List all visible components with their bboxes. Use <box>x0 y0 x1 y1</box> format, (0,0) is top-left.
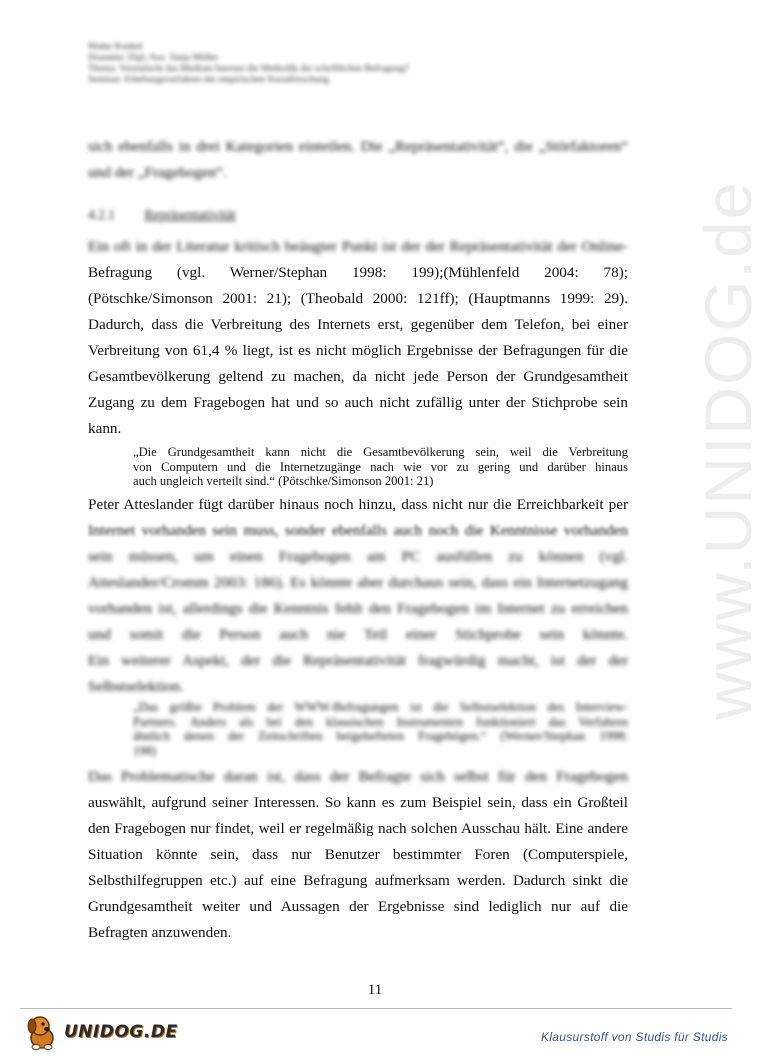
text-line: Dadurch, dass die Verbreitung des Internets erst, gegenüber dem Telefon, bei einer <box>88 316 628 333</box>
text-line: und der „Fragebogen“. <box>88 164 227 181</box>
text-line: vorhanden ist, allerdings die Kenntnis fehlt den Fragebogen im Internet zu erreichen <box>88 600 628 617</box>
quote-line: auch ungleich verteilt sind.“ (Pötschke/Simonson 2001: 21) <box>133 474 434 488</box>
text-line: Grundgesamtheit weiter und Aussagen der Ergebnisse sind lediglich nur auf die <box>88 898 628 915</box>
logo-text: UNIDOG.DE <box>64 1022 178 1042</box>
text-line: und somit die Person auch nie Teil einer Stichprobe sein könnte. <box>88 626 628 643</box>
page-header <box>88 42 648 86</box>
quote-line: 198) <box>133 743 157 758</box>
text-line: Situation könnte sein, dass nur Benutzer bestimmter Foren (Computerspiele, <box>88 846 628 863</box>
text-line: Zugang zu dem Fragebogen hat und so auch nicht zufällig unter der Stichprobe sein <box>88 394 628 411</box>
header-seminar: Seminar: Erhebungsverfahren der empirischen Sozialforschung <box>88 75 330 85</box>
quote-line: „Die Grundgesamtheit kann nicht die Gesamtbevölkerung sein, weil die Verbreitung <box>133 445 628 459</box>
text-line: Ein oft in der Literatur kritisch beäugter Punkt ist der der Repräsentativität der Online- <box>88 238 628 255</box>
paragraph-atteslander <box>88 492 628 700</box>
text-line: (Pötschke/Simonson 2001: 21); (Theobald 2000: 121ff); (Hauptmanns 1999: 29). <box>88 290 628 307</box>
text-line: kann. <box>88 420 122 437</box>
quote-line: ähnlich denen der Zeitschriften beigehefteten Fragebögen.“ (Werner/Stephan 1998: <box>133 729 628 743</box>
section-title: Repräsentativität <box>144 207 236 222</box>
dog-icon <box>22 1012 62 1052</box>
section-number: 4.2.1 <box>88 207 115 222</box>
quote-line: von Computern und die Internetzugänge nach wie vor zu gering und darüber hinaus <box>133 459 628 474</box>
intro-paragraph <box>88 134 628 186</box>
text-line: den Fragebogen nur findet, weil er regelmäßig nach solchen Ausschau hält. Eine andere <box>88 820 628 837</box>
header-author: Maike Kunkel <box>88 42 143 52</box>
text-line: Internet vorhanden sein muss, sonder ebenfalls auch noch die Kenntnisse vorhanden <box>88 522 628 539</box>
footer-divider <box>20 1008 732 1009</box>
paragraph-self-selection <box>88 764 628 946</box>
paragraph-representativity <box>88 234 628 442</box>
text-line: Selbsthilfegruppen etc.) auf eine Befragung aufmerksam werden. Dadurch sinkt die <box>88 872 628 889</box>
text-line: Gesamtbevölkerung geltend zu machen, da nicht jede Person der Grundgesamtheit <box>88 368 628 385</box>
page-number: 11 <box>367 982 383 998</box>
block-quote-1 <box>133 445 628 489</box>
unidog-logo[interactable] <box>22 1012 178 1052</box>
text-line: auswählt, aufgrund seiner Interessen. So kann es zum Beispiel sein, dass ein Großteil <box>88 794 628 811</box>
footer-tagline: Klausurstoff von Studis für Studis <box>541 1030 728 1044</box>
text-line: sich ebenfalls in drei Kategorien einteilen. Die „Repräsentativität“, die „Störfaktoren“ <box>88 138 628 155</box>
text-line: Ein weiterer Aspekt, der die Repräsentativität fragwürdig macht, ist der der <box>88 652 628 669</box>
block-quote-2 <box>133 700 628 758</box>
header-lecturer: Dozentin: Dipl.-Soz. Tanja Müller <box>88 53 219 63</box>
text-line: Atteslander/Cromm 2003: 186). Es könnte aber durchaus sein, dass ein Internetzugang <box>88 574 628 591</box>
watermark-text: www.UNIDOG.de <box>691 180 765 720</box>
text-line: Das Problematische daran ist, dass der Befragte sich selbst für den Fragebogen <box>88 768 628 785</box>
quote-line: „Das größte Problem der WWW-Befragungen ist die Selbstselektion des Interview- <box>133 700 628 714</box>
text-line: Selbstselektion. <box>88 678 184 695</box>
text-line: Peter Atteslander fügt darüber hinaus noch hinzu, dass nicht nur die Erreichbarkeit per <box>88 496 628 513</box>
section-heading <box>88 207 236 223</box>
header-topic: Thema: Vereinfacht das Medium Internet die Methodik der schriftlichen Befragung? <box>88 64 409 74</box>
text-line: Befragung (vgl. Werner/Stephan 1998: 199);(Mühlenfeld 2004: 78); <box>88 264 628 281</box>
quote-line: Partners. Anders als bei den klassischen Instrumenten funktioniert das Verfahren <box>133 714 628 729</box>
text-line: sein müssen, um einen Fragebogen am PC ausfüllen zu können (vgl. <box>88 548 628 565</box>
text-line: Befragten anzuwenden. <box>88 924 232 941</box>
text-line: Verbreitung von 61,4 % liegt, ist es nicht möglich Ergebnisse der Befragungen für die <box>88 342 628 359</box>
